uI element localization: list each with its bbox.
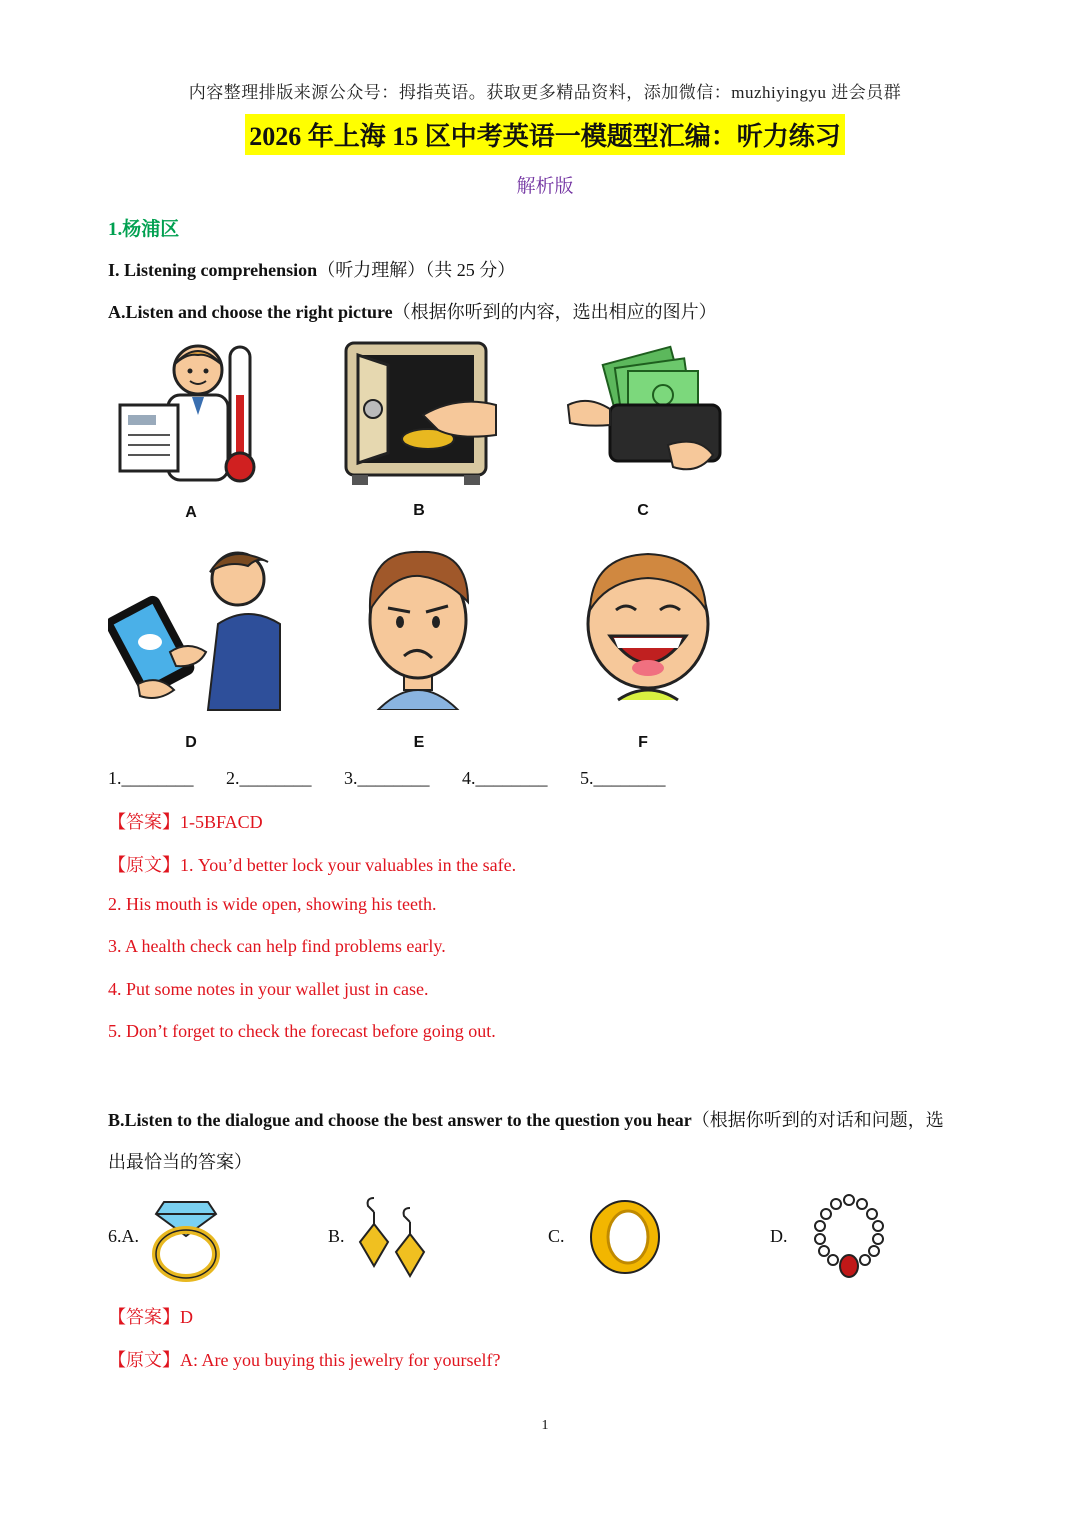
district-heading: 1.杨浦区 bbox=[108, 219, 180, 240]
blank-2[interactable]: 2.________ bbox=[226, 768, 312, 788]
safe-icon bbox=[328, 335, 518, 495]
option-c-label: C. bbox=[548, 1226, 565, 1246]
part-a-heading: A.Listen and choose the right picture（根据你听到的内容，选出相应的图片） bbox=[108, 302, 717, 322]
gold-ring-icon[interactable] bbox=[586, 1198, 664, 1281]
picture-label-b: B bbox=[413, 502, 425, 519]
worried-face-icon bbox=[328, 540, 518, 700]
picture-label-e: E bbox=[413, 734, 425, 751]
diamond-ring-icon[interactable] bbox=[150, 1196, 222, 1287]
necklace-icon[interactable] bbox=[812, 1192, 886, 1287]
picture-label-d: D bbox=[185, 734, 197, 751]
script-a-line-3: 3. A health check can help find problems early. bbox=[108, 936, 446, 956]
earrings-icon[interactable] bbox=[356, 1194, 432, 1285]
phone-weather-icon bbox=[108, 544, 298, 704]
wallet-money-icon bbox=[548, 335, 738, 495]
option-a-label: 6.A. bbox=[108, 1226, 139, 1246]
header-note: 内容整理排版来源公众号：拇指英语。获取更多精品资料，添加微信：muzhiyingyu 进会员群 bbox=[188, 83, 902, 102]
part-b-heading: B.Listen to the dialogue and choose the best answer to the question you hear（根据你听到的对话和问题，选 bbox=[108, 1110, 944, 1130]
blank-5[interactable]: 5.________ bbox=[580, 768, 666, 788]
option-b-label: B. bbox=[328, 1226, 345, 1246]
script-a-line-1: 【原文】1. You’d better lock your valuables in the safe. bbox=[108, 855, 517, 875]
answer-a: 【答案】1-5BFACD bbox=[108, 812, 263, 832]
picture-label-a: A bbox=[185, 504, 197, 521]
page-title: 2026 年上海 15 区中考英语一模题型汇编：听力练习 bbox=[245, 114, 845, 155]
script-a-line-2: 2. His mouth is wide open, showing his teeth. bbox=[108, 894, 437, 914]
picture-label-c: C bbox=[637, 502, 649, 519]
answer-blanks bbox=[108, 768, 694, 789]
script-a-line-4: 4. Put some notes in your wallet just in case. bbox=[108, 979, 429, 999]
laughing-face-icon bbox=[548, 540, 738, 700]
answer-b: 【答案】D bbox=[108, 1307, 193, 1327]
blank-4[interactable]: 4.________ bbox=[462, 768, 548, 788]
picture-label-f: F bbox=[638, 734, 648, 751]
part-b-heading-cont: 出最恰当的答案） bbox=[108, 1152, 252, 1172]
blank-1[interactable]: 1.________ bbox=[108, 768, 194, 788]
script-b-line-1: 【原文】A: Are you buying this jewelry for yourself? bbox=[108, 1350, 501, 1370]
blank-3[interactable]: 3.________ bbox=[344, 768, 430, 788]
section-heading: I. Listening comprehension（听力理解）（共 25 分） bbox=[108, 260, 516, 280]
subtitle: 解析版 bbox=[516, 176, 574, 197]
page-number: 1 bbox=[541, 1418, 549, 1433]
doctor-thermometer-icon bbox=[108, 335, 298, 495]
script-a-line-5: 5. Don’t forget to check the forecast before going out. bbox=[108, 1021, 496, 1041]
option-d-label: D. bbox=[770, 1226, 788, 1246]
